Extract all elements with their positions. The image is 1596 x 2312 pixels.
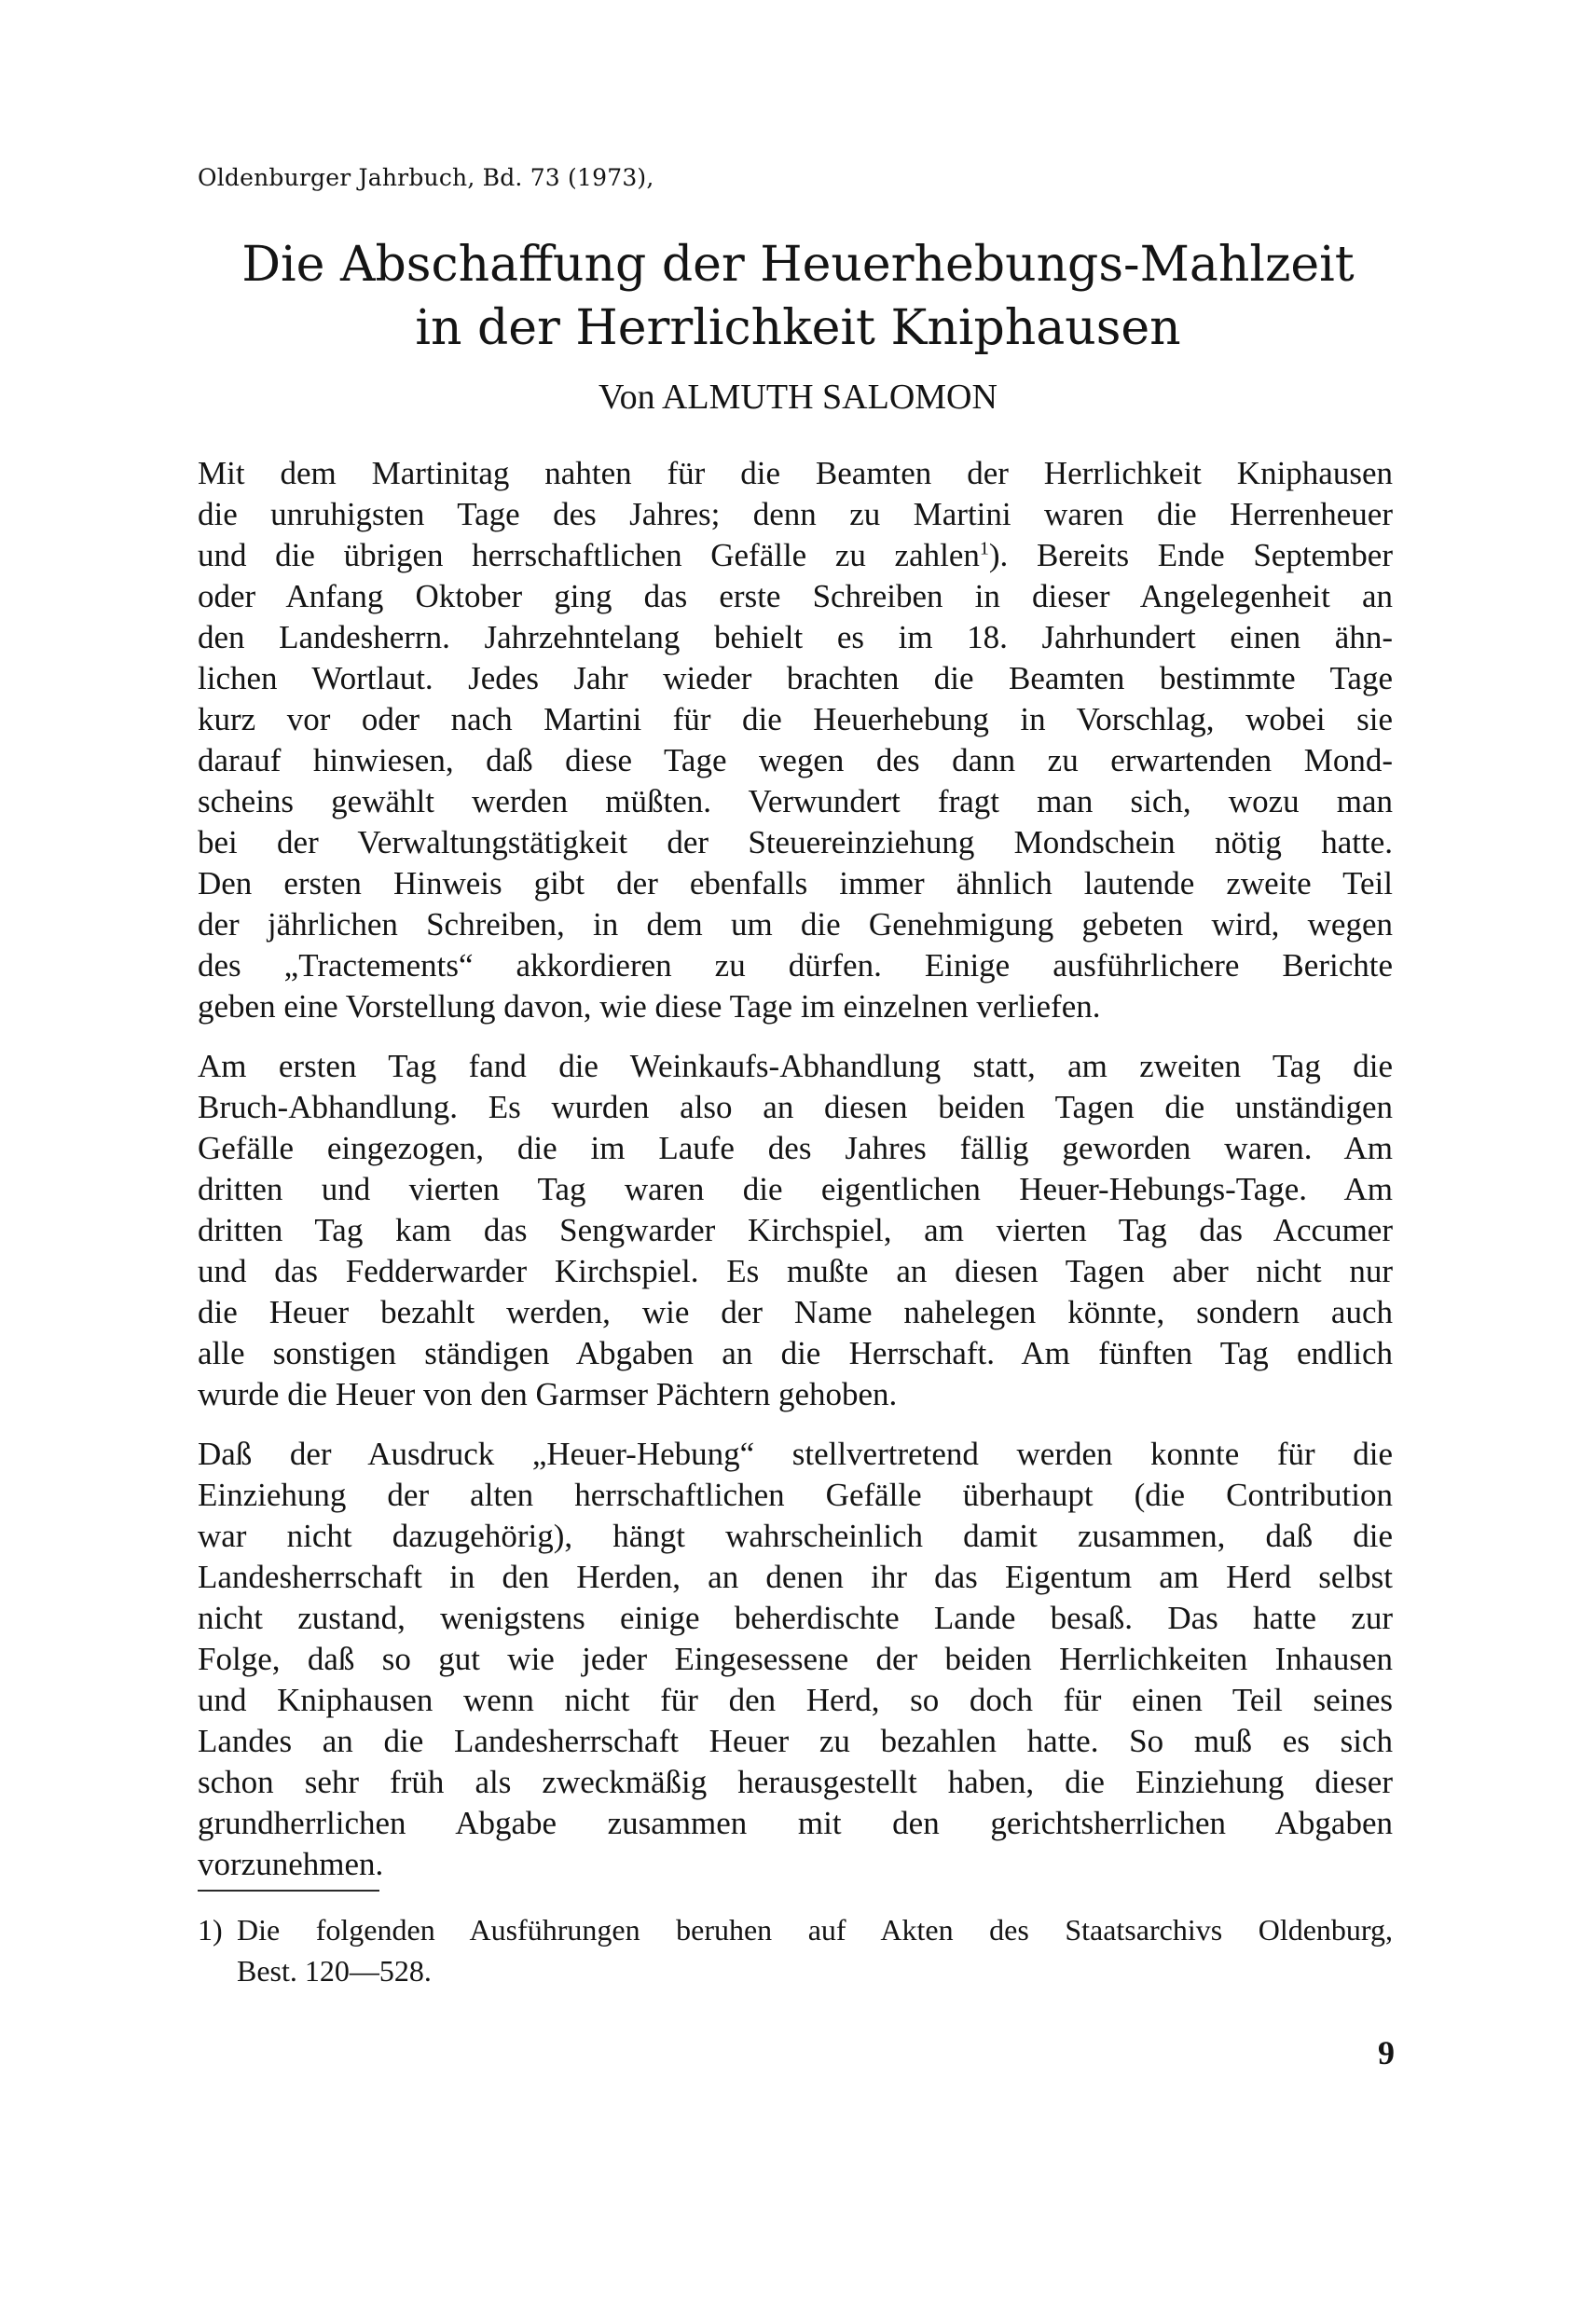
text-line: grundherrlichen Abgabe zusammen mit den gerichtsherrlichen Abgaben	[198, 1805, 1393, 1841]
text-line: und Kniphausen wenn nicht für den Herd, so doch für einen Teil seines	[198, 1682, 1393, 1718]
text-line: der jährlichen Schreiben, in dem um die Genehmigung gebeten wird, wegen	[198, 906, 1393, 943]
text-line: Landes an die Landesherrschaft Heuer zu bezahlen hatte. So muß es sich	[198, 1723, 1393, 1759]
article-title-line-1: Die Abschaffung der Heuerhebungs-Mahlzeit	[241, 237, 1355, 293]
footnote-line: Die folgenden Ausführungen beruhen auf Akten des Staatsarchivs Oldenburg,	[237, 1913, 1393, 1947]
text-segment: und die übrigen herrschaftlichen Gefälle zu zahlen	[198, 537, 980, 573]
text-line: dritten Tag kam das Sengwarder Kirchspiel, am vierten Tag das Accumer	[198, 1212, 1393, 1248]
text-line: die unruhigsten Tage des Jahres; denn zu Martini waren die Herrenheuer	[198, 496, 1393, 532]
text-line: des „Tractements“ akkordieren zu dürfen. Einige ausführlichere Berichte	[198, 947, 1393, 984]
text-line: die Heuer bezahlt werden, wie der Name nahelegen könnte, sondern auch	[198, 1294, 1393, 1330]
author-byline: Von ALMUTH SALOMON	[598, 378, 998, 417]
text-line: den Landesherrn. Jahrzehntelang behielt es im 18. Jahrhundert einen ähn-	[198, 619, 1393, 655]
article-title-line-2: in der Herrlichkeit Kniphausen	[415, 300, 1181, 356]
text-line: oder Anfang Oktober ging das erste Schreiben in dieser Angelegenheit an	[198, 578, 1393, 614]
text-line: Einziehung der alten herrschaftlichen Gefälle überhaupt (die Contribution	[198, 1477, 1393, 1513]
text-line: scheins gewählt werden müßten. Verwundert fragt man sich, wozu man	[198, 783, 1393, 819]
text-line: alle sonstigen ständigen Abgaben an die Herrschaft. Am fünften Tag endlich	[198, 1335, 1393, 1371]
text-line: Mit dem Martinitag nahten für die Beamten der Herrlichkeit Kniphausen	[198, 455, 1393, 491]
running-head: Oldenburger Jahrbuch, Bd. 73 (1973),	[198, 164, 654, 191]
text-line: war nicht dazugehörig), hängt wahrscheinlich damit zusammen, daß die	[198, 1518, 1393, 1554]
footnote-marker: 1)	[198, 1913, 223, 1947]
text-line: Daß der Ausdruck „Heuer-Hebung“ stellvertretend werden konnte für die	[198, 1436, 1393, 1472]
text-line: schon sehr früh als zweckmäßig herausgestellt haben, die Einziehung dieser	[198, 1764, 1393, 1800]
text-line: Landesherrschaft in den Herden, an denen ihr das Eigentum am Herd selbst	[198, 1559, 1393, 1595]
text-line: geben eine Vorstellung davon, wie diese Tage im einzelnen verliefen.	[198, 988, 1101, 1025]
text-line: Folge, daß so gut wie jeder Eingesessene der beiden Herrlichkeiten Inhausen	[198, 1641, 1393, 1677]
text-line: kurz vor oder nach Martini für die Heuerhebung in Vorschlag, wobei sie	[198, 701, 1393, 737]
text-line: lichen Wortlaut. Jedes Jahr wieder brachten die Beamten bestimmte Tage	[198, 660, 1393, 696]
text-line: Den ersten Hinweis gibt der ebenfalls immer ähnlich lautende zweite Teil	[198, 865, 1393, 901]
text-line: nicht zustand, wenigstens einige beherdischte Lande besaß. Das hatte zur	[198, 1600, 1393, 1636]
page-number: 9	[1378, 2034, 1395, 2071]
text-line: Gefälle eingezogen, die im Laufe des Jahres fällig geworden waren. Am	[198, 1130, 1393, 1166]
text-segment: ). Bereits Ende September	[988, 537, 1393, 573]
text-line: vorzunehmen.	[198, 1846, 384, 1882]
text-line: Am ersten Tag fand die Weinkaufs-Abhandlung statt, am zweiten Tag die	[198, 1048, 1393, 1084]
text-line	[198, 535, 1393, 576]
footnote-line: Best. 120—528.	[237, 1954, 432, 1988]
text-line: bei der Verwaltungstätigkeit der Steuereinziehung Mondschein nötig hatte.	[198, 824, 1393, 860]
text-line: und das Fedderwarder Kirchspiel. Es mußte an diesen Tagen aber nicht nur	[198, 1253, 1393, 1289]
text-line: Bruch-Abhandlung. Es wurden also an diesen beiden Tagen die unständigen	[198, 1089, 1393, 1125]
footnote-divider	[198, 1890, 379, 1892]
text-line: wurde die Heuer von den Garmser Pächtern gehoben.	[198, 1376, 898, 1412]
text-line: dritten und vierten Tag waren die eigentlichen Heuer-Hebungs-Tage. Am	[198, 1171, 1393, 1207]
footnote-reference: 1	[979, 538, 989, 559]
text-line: darauf hinwiesen, daß diese Tage wegen des dann zu erwartenden Mond-	[198, 742, 1393, 778]
